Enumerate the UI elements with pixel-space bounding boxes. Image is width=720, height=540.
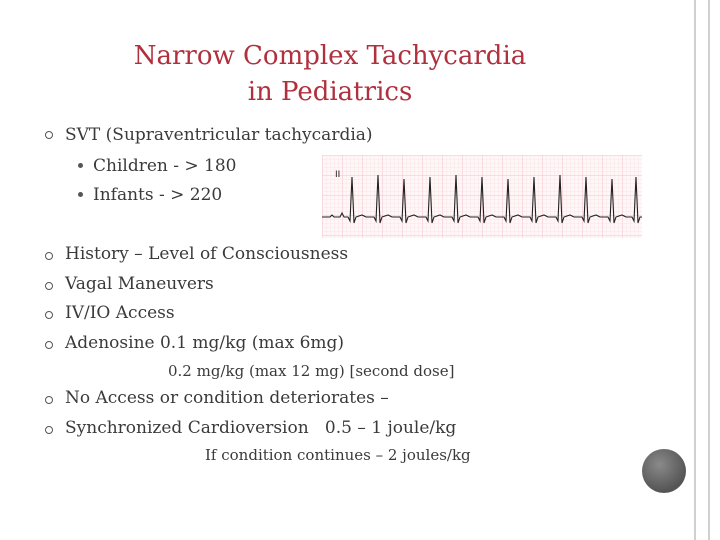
frame-line-right: [708, 0, 710, 540]
slide-title-line-2: in Pediatrics: [247, 77, 413, 107]
sub-bullet-icon: [78, 192, 83, 197]
bullet-access: IV/IO Access: [65, 303, 175, 323]
frame-line-left: [694, 0, 696, 540]
sub-bullet-children: Children - > 180: [93, 156, 237, 176]
adenosine-second-dose: 0.2 mg/kg (max 12 mg) [second dose]: [168, 362, 455, 380]
ecg-strip-image: [322, 155, 642, 238]
bullet-icon: [45, 252, 53, 260]
corner-circle-decoration: [642, 449, 686, 493]
bullet-icon: [45, 131, 53, 139]
bullet-svt: SVT (Supraventricular tachycardia): [65, 125, 373, 145]
bullet-vagal: Vagal Maneuvers: [65, 274, 214, 294]
slide-title-line-1: Narrow Complex Tachycardia: [133, 41, 527, 71]
ecg-lead-label: II: [335, 170, 341, 180]
bullet-icon: [45, 396, 53, 404]
sub-bullet-infants: Infants - > 220: [93, 185, 223, 205]
bullet-no-access: No Access or condition deteriorates –: [65, 388, 389, 408]
cardioversion-continues: If condition continues – 2 joules/kg: [205, 446, 471, 464]
bullet-icon: [45, 341, 53, 349]
bullet-history: History – Level of Consciousness: [65, 244, 349, 264]
sub-bullet-icon: [78, 163, 83, 168]
bullet-icon: [45, 426, 53, 434]
bullet-icon: [45, 311, 53, 319]
bullet-cardioversion: Synchronized Cardioversion 0.5 – 1 joule/kg: [65, 418, 457, 438]
bullet-adenosine: Adenosine 0.1 mg/kg (max 6mg): [65, 333, 345, 353]
bullet-icon: [45, 282, 53, 290]
